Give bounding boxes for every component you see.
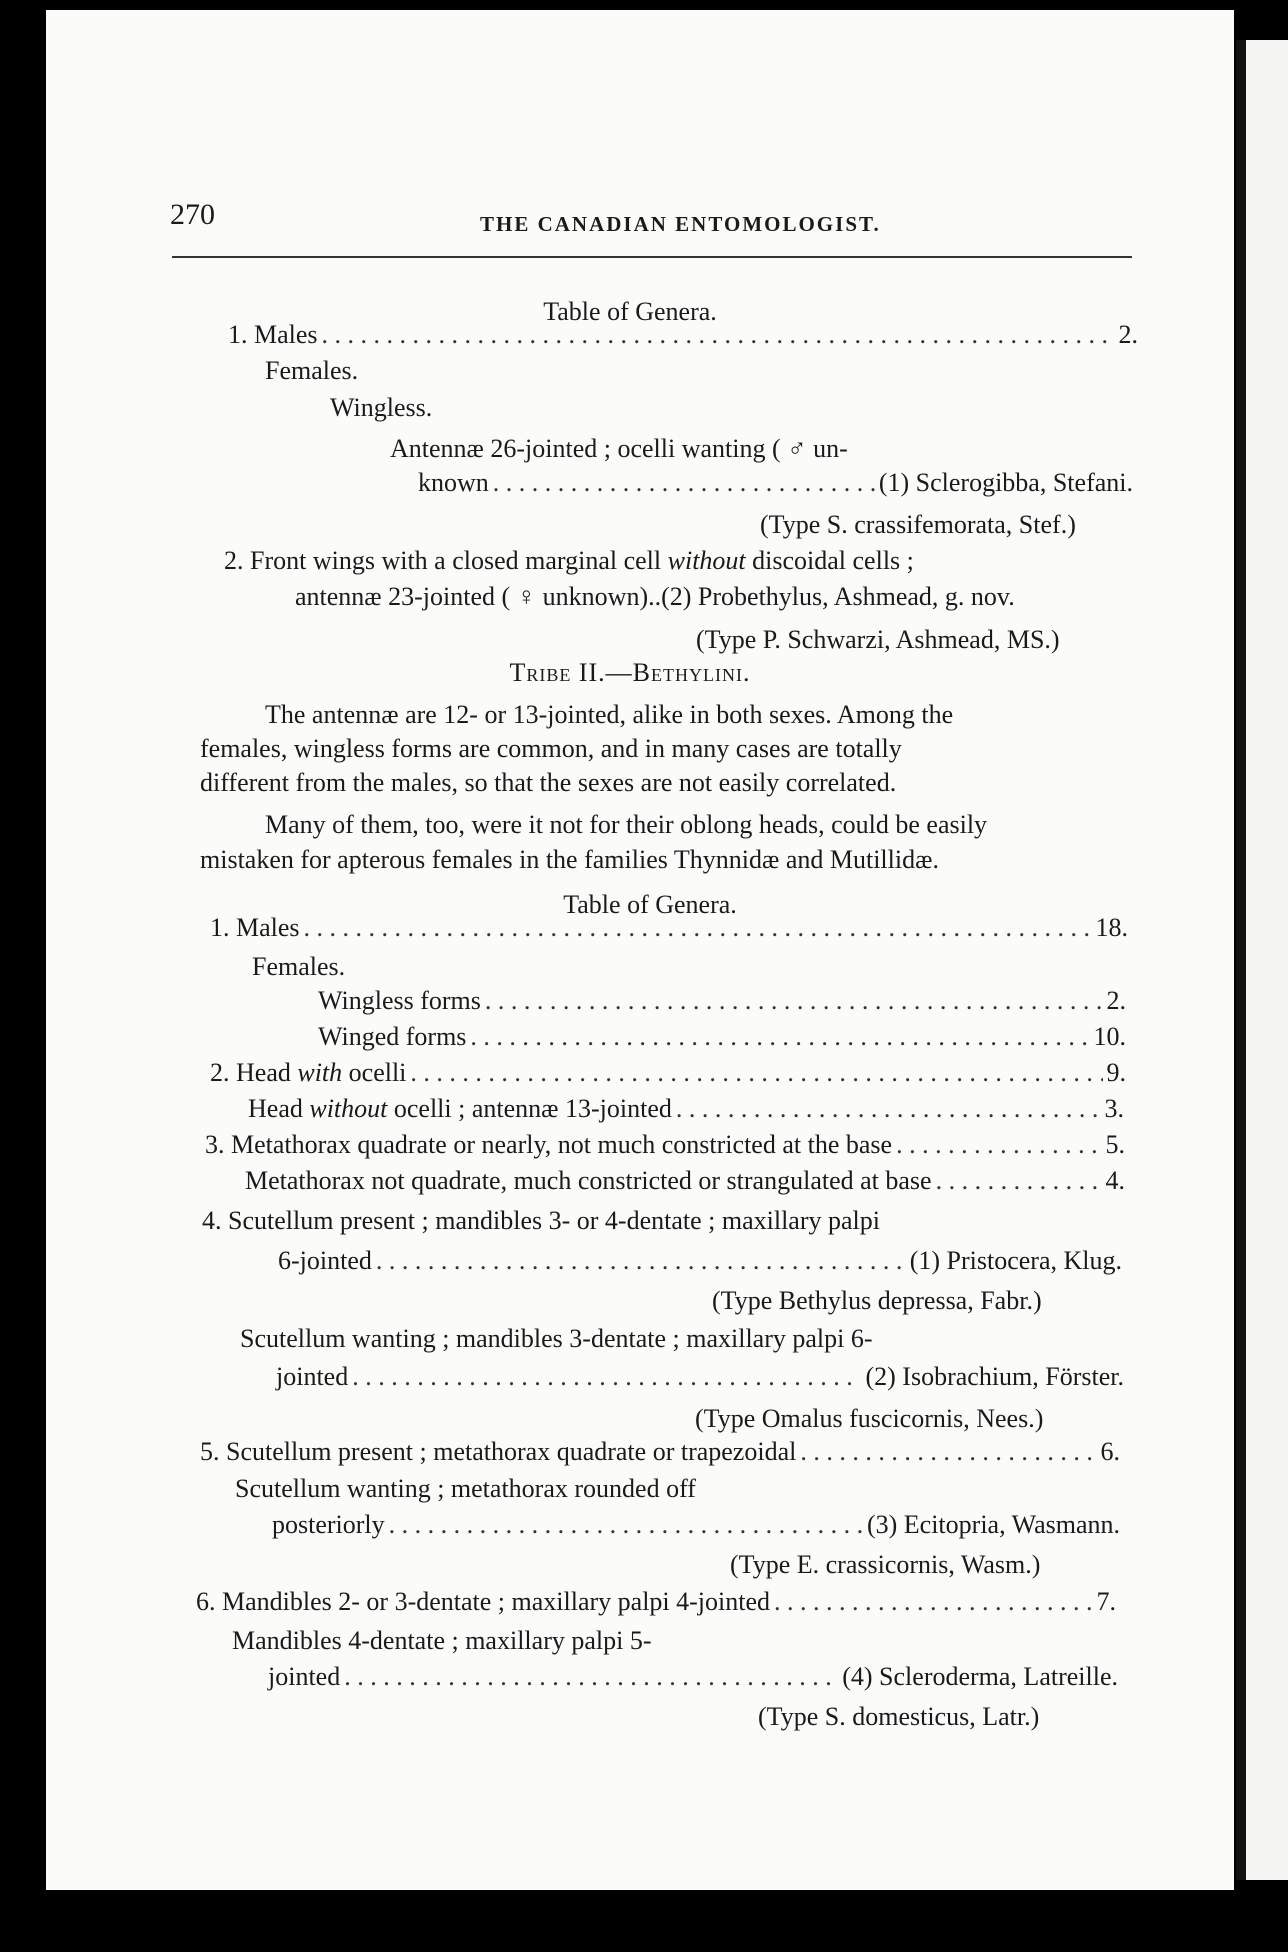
t2-males-line (210, 913, 1128, 943)
leader-dots (376, 1246, 906, 1276)
t2-scut2-ref: (2) Isobrachium, Förster. (865, 1362, 1124, 1391)
tribe-para1-line2: females, wingless forms are common, and in many cases are totally (200, 734, 902, 763)
t2-mand1: 6. Mandibles 2- or 3-dentate ; maxillary palpi 4-jointed (196, 1587, 771, 1616)
t1-males-ref: 2. (1118, 320, 1138, 349)
t2-head-without (248, 1094, 672, 1124)
t2-scut1: 4. Scutellum present ; mandibles 3- or 4-dentate ; maxillary palpi (202, 1206, 880, 1235)
t2-scut1b-line (278, 1246, 1122, 1276)
header-rule (172, 256, 1132, 258)
t1-females: Females. (265, 356, 359, 385)
t1-males-line (228, 320, 1138, 350)
t2-head-with-a: 2. Head (210, 1058, 291, 1087)
leader-dots (896, 1130, 1101, 1160)
t1-wingless: Wingless. (330, 393, 433, 422)
t2-mand1-ref: 7. (1096, 1587, 1116, 1616)
t2-scut2b: jointed (276, 1362, 349, 1391)
leader-dots (800, 1437, 1096, 1467)
t2-head-with-ref: 9. (1106, 1058, 1126, 1087)
t2-males-ref: 18. (1095, 913, 1128, 942)
t2-head-with-c: ocelli (348, 1058, 407, 1087)
t1-front-b: without (667, 546, 746, 575)
tribe-para2-line2: mistaken for apterous females in the families Thynnidæ and Mutillidæ. (200, 845, 939, 874)
leader-dots (774, 1587, 1092, 1617)
leader-dots (322, 320, 1115, 350)
t2-mand2-ref: (4) Scleroderma, Latreille. (842, 1662, 1118, 1691)
table2-title: Table of Genera. (563, 890, 737, 919)
t2-wingless-line (318, 986, 1126, 1016)
t2-scut3: 5. Scutellum present ; metathorax quadrate or trapezoidal (200, 1437, 797, 1466)
t2-scut3-line (200, 1437, 1120, 1467)
t1-ant23: antennæ 23-jointed ( ♀ unknown)..(2) Probethylus, Ashmead, g. nov. (295, 582, 1015, 611)
t2-scut4b-line (272, 1510, 1120, 1540)
t2-females: Females. (252, 952, 346, 981)
t2-scut4b: posteriorly (272, 1510, 385, 1539)
t1-front-c: discoidal cells ; (752, 546, 914, 575)
t2-type5: (Type E. crassicornis, Wasm.) (730, 1550, 1041, 1579)
t2-head-without-a: Head (248, 1094, 303, 1123)
t2-scut1-ref: (1) Pristocera, Klug. (909, 1246, 1122, 1275)
running-title: THE CANADIAN ENTOMOLOGIST. (480, 212, 881, 236)
t2-head-without-c: ocelli ; antennæ 13-jointed (393, 1094, 672, 1123)
tribe-para2-line1: Many of them, too, were it not for their oblong heads, could be easily (265, 810, 988, 839)
t2-type6: (Type S. domesticus, Latr.) (758, 1702, 1040, 1731)
t2-head-without-line (248, 1094, 1124, 1124)
leader-dots (676, 1094, 1101, 1124)
t1-type2: (Type P. Schwarzi, Ashmead, MS.) (696, 625, 1060, 654)
t2-meta2: Metathorax not quadrate, much constricted or strangulated at base (245, 1166, 932, 1195)
t1-antennae: Antennæ 26-jointed ; ocelli wanting ( ♂ un- (390, 434, 848, 463)
t2-scut1b: 6-jointed (278, 1246, 372, 1275)
leader-dots (485, 986, 1103, 1016)
t1-front-wings (224, 546, 914, 576)
t2-wingless-ref: 2. (1106, 986, 1126, 1015)
t2-scut2: Scutellum wanting ; mandibles 3-dentate ; maxillary palpi 6- (240, 1324, 873, 1353)
t2-winged-ref: 10. (1093, 1022, 1126, 1051)
t2-meta2-ref: 4. (1105, 1166, 1125, 1195)
t2-meta2-line (245, 1166, 1125, 1196)
t2-head-without-ref: 3. (1104, 1094, 1124, 1123)
t1-males: 1. Males (228, 320, 318, 349)
t1-known-line (418, 468, 1133, 498)
t2-winged-line (318, 1022, 1126, 1052)
t2-mand2b: jointed (268, 1662, 341, 1691)
t2-meta1-ref: 5. (1105, 1130, 1125, 1159)
table1-title: Table of Genera. (543, 297, 717, 326)
t2-scut3-ref: 6. (1100, 1437, 1120, 1466)
page-number: 270 (170, 198, 215, 231)
t1-known: known (418, 468, 489, 497)
t2-winged: Winged forms (318, 1022, 467, 1051)
t1-front-a: 2. Front wings with a closed marginal cell (224, 546, 662, 575)
t1-type1: (Type S. crassifemorata, Stef.) (760, 510, 1076, 539)
t2-mand2: Mandibles 4-dentate ; maxillary palpi 5- (232, 1626, 652, 1655)
t2-meta1: 3. Metathorax quadrate or nearly, not much constricted at the base (205, 1130, 893, 1159)
leader-dots (344, 1662, 838, 1692)
next-page-edge (1236, 40, 1288, 1880)
t2-type3: (Type Bethylus depressa, Fabr.) (712, 1286, 1042, 1315)
t2-wingless: Wingless forms (318, 986, 481, 1015)
leader-dots (410, 1058, 1102, 1088)
t2-head-with (210, 1058, 406, 1088)
t2-scut4-ref: (3) Ecitopria, Wasmann. (866, 1510, 1120, 1539)
leader-dots (304, 913, 1092, 943)
page-header (170, 198, 1130, 246)
t2-mand1-line (196, 1587, 1116, 1617)
leader-dots (389, 1510, 863, 1540)
t2-head-without-b: without (309, 1094, 388, 1123)
tribe-para1-line1: The antennæ are 12- or 13-jointed, alike in both sexes. Among the (265, 700, 954, 729)
leader-dots (493, 468, 875, 498)
t2-males: 1. Males (210, 913, 300, 942)
t2-mand2b-line (268, 1662, 1118, 1692)
tribe-para1-line3: different from the males, so that the sexes are not easily correlated. (200, 768, 897, 797)
t2-head-with-line (210, 1058, 1126, 1088)
t2-scut4: Scutellum wanting ; metathorax rounded off (235, 1474, 696, 1503)
t2-head-with-b: with (297, 1058, 343, 1087)
t2-scut2b-line (276, 1362, 1124, 1392)
tribe-heading: Tribe II.—Bethylini. (509, 658, 751, 687)
t1-known-ref: (1) Sclerogibba, Stefani. (878, 468, 1133, 497)
leader-dots (470, 1022, 1089, 1052)
leader-dots (352, 1362, 861, 1392)
t2-meta1-line (205, 1130, 1125, 1160)
t2-type4: (Type Omalus fuscicornis, Nees.) (695, 1404, 1044, 1433)
leader-dots (936, 1166, 1102, 1196)
